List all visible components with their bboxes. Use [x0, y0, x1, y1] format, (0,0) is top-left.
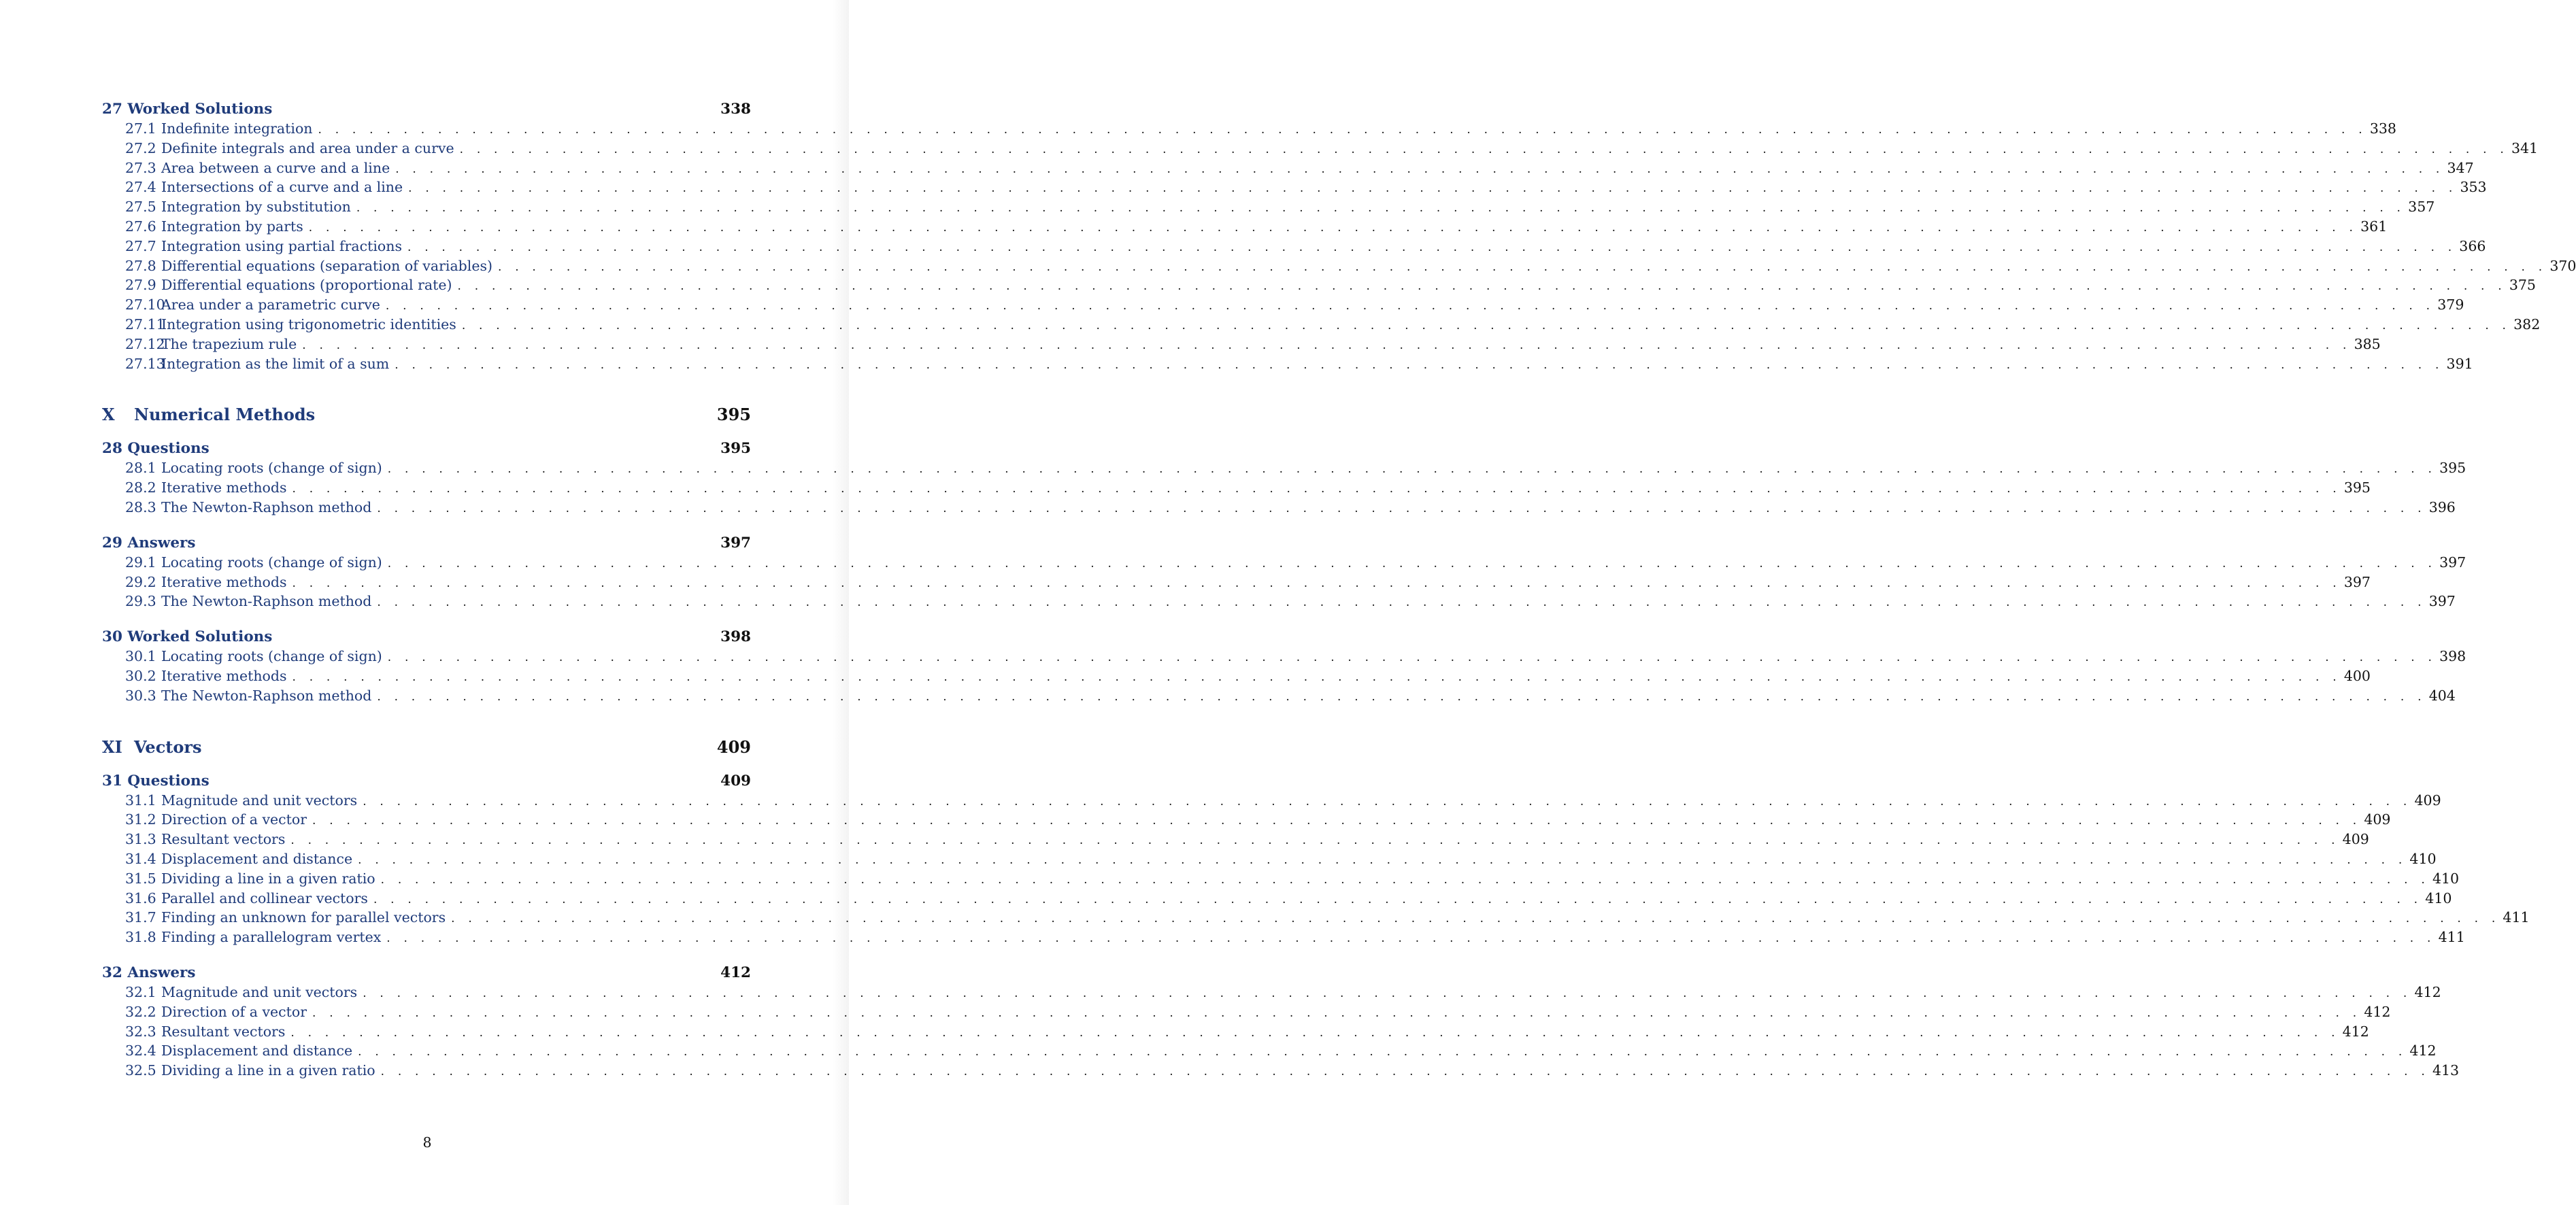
- toc-dot-leader: . . . . . . . . . . . . . . . . . . . . . . . . . . . . . . . . . . . . . . . . . . . . . . . . . . . . . . . . . . . . . . . . . . . . . . . . . . . . . . . . . . . . . . . . . . . . . . . . . . . . . . . . . . . . . . . . . . . . . . . .: [395, 162, 2445, 176]
- toc-page-number: 397: [2343, 573, 2371, 590]
- toc-section-title: Displacement and distance: [161, 1042, 353, 1059]
- toc-section-entry[interactable]: [102, 159, 2474, 180]
- toc-dot-leader: . . . . . . . . . . . . . . . . . . . . . . . . . . . . . . . . . . . . . . . . . . . . . . . . . . . . . . . . . . . . . . . . . . . . . . . . . . . . . . . . . . . . . . . . . . . . . . . . . . . . . . . . . . . . . . . . . . . . . . . .: [377, 690, 2426, 704]
- toc-dot-leader: . . . . . . . . . . . . . . . . . . . . . . . . . . . . . . . . . . . . . . . . . . . . . . . . . . . . . . . . . . . . . . . . . . . . . . . . . . . . . . . . . . . . . . . . . . . . . . . . . . . . . . . . . . . . . . . . . . . . . . . .: [302, 338, 2352, 352]
- toc-page-number: 412: [2342, 1023, 2369, 1040]
- toc-section-entry[interactable]: [102, 1042, 2437, 1062]
- toc-chapter-title: 30 Worked Solutions: [102, 628, 273, 646]
- toc-section-title: The Newton-Raphson method: [161, 593, 372, 610]
- toc-section-number: 32.5: [125, 1062, 156, 1079]
- toc-section-number: 29.3: [125, 593, 156, 610]
- toc-dot-leader: . . . . . . . . . . . . . . . . . . . . . . . . . . . . . . . . . . . . . . . . . . . . . . . . . . . . . . . . . . . . . . . . . . . . . . . . . . . . . . . . . . . . . . . . . . . . . . . . . . . . . . . . . . . . . . . . . . . . . . . .: [407, 240, 2457, 254]
- toc-dot-leader: . . . . . . . . . . . . . . . . . . . . . . . . . . . . . . . . . . . . . . . . . . . . . . . . . . . . . . . . . . . . . . . . . . . . . . . . . . . . . . . . . . . . . . . . . . . . . . . . . . . . . . . . . . . . . . . . . . . . . . . .: [290, 834, 2340, 848]
- toc-part-number: XI: [102, 736, 122, 757]
- toc-section-number: 27.3: [125, 159, 156, 176]
- toc-part-entry[interactable]: [102, 737, 751, 760]
- toc-section-number: 27.13: [125, 355, 165, 372]
- toc-section-entry[interactable]: [102, 870, 2460, 890]
- toc-chapter-entry[interactable]: [102, 440, 751, 460]
- toc-page-number: 370: [2549, 257, 2576, 274]
- toc-page-number: 338: [2369, 120, 2396, 137]
- toc-page-number: 398: [2439, 648, 2466, 665]
- toc-section-title: Locating roots (change of sign): [161, 648, 382, 665]
- toc-section-entry[interactable]: [102, 850, 2437, 870]
- toc-chapter-title: 32 Answers: [102, 964, 196, 981]
- toc-section-number: 30.3: [125, 687, 156, 704]
- toc-page-number: 385: [2354, 335, 2381, 352]
- toc-dot-leader: . . . . . . . . . . . . . . . . . . . . . . . . . . . . . . . . . . . . . . . . . . . . . . . . . . . . . . . . . . . . . . . . . . . . . . . . . . . . . . . . . . . . . . . . . . . . . . . . . . . . . . . . . . . . . . . . . . . . . . . .: [312, 814, 2362, 828]
- toc-page-number: 409: [2342, 831, 2369, 848]
- toc-section-number: 29.2: [125, 573, 156, 590]
- toc-page-number: 412: [2364, 1003, 2391, 1020]
- toc-page-number: 400: [2343, 667, 2371, 684]
- toc-page-number: 412: [2414, 983, 2441, 1000]
- toc-section-title: Differential equations (proportional rate): [161, 277, 452, 294]
- toc-page-number: 411: [2503, 909, 2530, 926]
- toc-page-number: 397: [2439, 554, 2466, 571]
- toc-page-number: 395: [2439, 460, 2466, 477]
- table-of-contents: [102, 101, 2576, 1082]
- toc-section-entry[interactable]: [102, 1062, 2460, 1082]
- toc-dot-leader: . . . . . . . . . . . . . . . . . . . . . . . . . . . . . . . . . . . . . . . . . . . . . . . . . . . . . . . . . . . . . . . . . . . . . . . . . . . . . . . . . . . . . . . . . . . . . . . . . . . . . . . . . . . . . . . . . . . . . . . .: [312, 1006, 2362, 1020]
- toc-page-number: 397: [2428, 593, 2456, 610]
- toc-chapter-title: 28 Questions: [102, 440, 210, 458]
- toc-page-number: 409: [716, 736, 751, 757]
- toc-page-number: 410: [2409, 850, 2437, 867]
- toc-spacer: [102, 613, 751, 628]
- toc-page-number: 395: [720, 440, 751, 458]
- toc-dot-leader: . . . . . . . . . . . . . . . . . . . . . . . . . . . . . . . . . . . . . . . . . . . . . . . . . . . . . . . . . . . . . . . . . . . . . . . . . . . . . . . . . . . . . . . . . . . . . . . . . . . . . . . . . . . . . . . . . . . . . . . .: [387, 462, 2437, 477]
- toc-section-entry[interactable]: [102, 983, 2441, 1004]
- toc-section-title: Finding an unknown for parallel vectors: [161, 909, 446, 926]
- toc-section-entry[interactable]: [102, 648, 2466, 668]
- toc-dot-leader: . . . . . . . . . . . . . . . . . . . . . . . . . . . . . . . . . . . . . . . . . . . . . . . . . . . . . . . . . . . . . . . . . . . . . . . . . . . . . . . . . . . . . . . . . . . . . . . . . . . . . . . . . . . . . . . . . . . . . . . .: [363, 986, 2412, 1000]
- toc-section-entry[interactable]: [102, 831, 2369, 851]
- toc-section-entry[interactable]: [102, 139, 2539, 160]
- toc-section-number: 32.3: [125, 1023, 156, 1040]
- toc-page-number: 413: [2432, 1062, 2460, 1079]
- toc-dot-leader: . . . . . . . . . . . . . . . . . . . . . . . . . . . . . . . . . . . . . . . . . . . . . . . . . . . . . . . . . . . . . . . . . . . . . . . . . . . . . . . . . . . . . . . . . . . . . . . . . . . . . . . . . . . . . . . . . . . . . . . .: [408, 182, 2458, 196]
- toc-dot-leader: . . . . . . . . . . . . . . . . . . . . . . . . . . . . . . . . . . . . . . . . . . . . . . . . . . . . . . . . . . . . . . . . . . . . . . . . . . . . . . . . . . . . . . . . . . . . . . . . . . . . . . . . . . . . . . . . . . . . . . . .: [358, 853, 2407, 867]
- toc-page-number: 409: [2364, 811, 2391, 828]
- toc-section-number: 31.5: [125, 870, 156, 887]
- toc-section-number: 32.4: [125, 1042, 156, 1059]
- toc-section-number: 27.2: [125, 139, 156, 156]
- toc-section-title: Integration as the limit of a sum: [161, 355, 390, 372]
- toc-page-number: 409: [2414, 792, 2441, 809]
- toc-section-title: Integration by substitution: [161, 199, 351, 216]
- toc-page-number: 397: [720, 534, 751, 551]
- toc-section-title: Iterative methods: [161, 479, 287, 496]
- toc-section-number: 27.4: [125, 179, 156, 196]
- toc-section-title: Differential equations (separation of variables): [161, 257, 492, 274]
- toc-page-number: 395: [2343, 479, 2371, 496]
- toc-page-number: 410: [2432, 870, 2460, 887]
- toc-spacer: [102, 949, 751, 964]
- toc-section-entry[interactable]: [102, 929, 2465, 949]
- toc-section-entry[interactable]: [102, 199, 2435, 218]
- toc-dot-leader: . . . . . . . . . . . . . . . . . . . . . . . . . . . . . . . . . . . . . . . . . . . . . . . . . . . . . . . . . . . . . . . . . . . . . . . . . . . . . . . . . . . . . . . . . . . . . . . . . . . . . . . . . . . . . . . . . . . . . . . .: [377, 596, 2426, 610]
- toc-page-number: 404: [2428, 687, 2456, 704]
- toc-section-entry[interactable]: [102, 1023, 2369, 1043]
- toc-section-entry[interactable]: [102, 120, 2396, 140]
- toc-dot-leader: . . . . . . . . . . . . . . . . . . . . . . . . . . . . . . . . . . . . . . . . . . . . . . . . . . . . . . . . . . . . . . . . . . . . . . . . . . . . . . . . . . . . . . . . . . . . . . . . . . . . . . . . . . . . . . . . . . . . . . . .: [377, 501, 2426, 515]
- toc-dot-leader: . . . . . . . . . . . . . . . . . . . . . . . . . . . . . . . . . . . . . . . . . . . . . . . . . . . . . . . . . . . . . . . . . . . . . . . . . . . . . . . . . . . . . . . . . . . . . . . . . . . . . . . . . . . . . . . . . . . . . . . .: [358, 1045, 2407, 1059]
- toc-section-title: Parallel and collinear vectors: [161, 889, 368, 906]
- toc-dot-leader: . . . . . . . . . . . . . . . . . . . . . . . . . . . . . . . . . . . . . . . . . . . . . . . . . . . . . . . . . . . . . . . . . . . . . . . . . . . . . . . . . . . . . . . . . . . . . . . . . . . . . . . . . . . . . . . . . . . . . . . .: [363, 794, 2412, 809]
- toc-section-entry[interactable]: [102, 811, 2391, 831]
- toc-dot-leader: . . . . . . . . . . . . . . . . . . . . . . . . . . . . . . . . . . . . . . . . . . . . . . . . . . . . . . . . . . . . . . . . . . . . . . . . . . . . . . . . . . . . . . . . . . . . . . . . . . . . . . . . . . . . . . . . . . . . . . . .: [308, 220, 2358, 235]
- toc-dot-leader: . . . . . . . . . . . . . . . . . . . . . . . . . . . . . . . . . . . . . . . . . . . . . . . . . . . . . . . . . . . . . . . . . . . . . . . . . . . . . . . . . . . . . . . . . . . . . . . . . . . . . . . . . . . . . . . . . . . . . . . .: [386, 932, 2436, 946]
- toc-page-number: 412: [720, 964, 751, 981]
- toc-section-entry[interactable]: [102, 218, 2388, 238]
- toc-dot-leader: . . . . . . . . . . . . . . . . . . . . . . . . . . . . . . . . . . . . . . . . . . . . . . . . . . . . . . . . . . . . . . . . . . . . . . . . . . . . . . . . . . . . . . . . . . . . . . . . . . . . . . . . . . . . . . . . . . . . . . . .: [373, 892, 2423, 906]
- toc-dot-leader: . . . . . . . . . . . . . . . . . . . . . . . . . . . . . . . . . . . . . . . . . . . . . . . . . . . . . . . . . . . . . . . . . . . . . . . . . . . . . . . . . . . . . . . . . . . . . . . . . . . . . . . . . . . . . . . . . . . . . . . .: [380, 872, 2430, 887]
- toc-page-number: 395: [716, 405, 751, 425]
- toc-section-number: 27.9: [125, 277, 156, 294]
- toc-section-title: Magnitude and unit vectors: [161, 792, 358, 809]
- toc-section-title: Area under a parametric curve: [161, 296, 380, 313]
- page-number: 8: [422, 1134, 432, 1151]
- toc-chapter-title: 27 Worked Solutions: [102, 101, 273, 118]
- toc-section-number: 31.6: [125, 889, 156, 906]
- toc-section-number: 31.3: [125, 831, 156, 848]
- toc-page-number: 412: [2409, 1042, 2437, 1059]
- toc-section-title: Dividing a line in a given ratio: [161, 1062, 375, 1079]
- toc-section-entry[interactable]: [102, 554, 2466, 574]
- toc-page-number: 382: [2513, 316, 2541, 333]
- toc-section-title: Dividing a line in a given ratio: [161, 870, 375, 887]
- toc-section-title: Definite integrals and area under a curve: [161, 139, 454, 156]
- toc-section-entry[interactable]: [102, 296, 2464, 316]
- toc-section-number: 28.1: [125, 460, 156, 477]
- toc-dot-leader: . . . . . . . . . . . . . . . . . . . . . . . . . . . . . . . . . . . . . . . . . . . . . . . . . . . . . . . . . . . . . . . . . . . . . . . . . . . . . . . . . . . . . . . . . . . . . . . . . . . . . . . . . . . . . . . . . . . . . . . .: [395, 358, 2444, 372]
- toc-dot-leader: . . . . . . . . . . . . . . . . . . . . . . . . . . . . . . . . . . . . . . . . . . . . . . . . . . . . . . . . . . . . . . . . . . . . . . . . . . . . . . . . . . . . . . . . . . . . . . . . . . . . . . . . . . . . . . . . . . . . . . . .: [356, 201, 2406, 216]
- toc-section-entry[interactable]: [102, 573, 2371, 594]
- toc-section-number: 29.1: [125, 554, 156, 571]
- toc-section-number: 27.5: [125, 199, 156, 216]
- toc-page-number: 391: [2446, 355, 2473, 372]
- toc-section-number: 30.1: [125, 648, 156, 665]
- toc-section-number: 31.4: [125, 850, 156, 867]
- toc-chapter-entry[interactable]: [102, 964, 751, 984]
- toc-dot-leader: . . . . . . . . . . . . . . . . . . . . . . . . . . . . . . . . . . . . . . . . . . . . . . . . . . . . . . . . . . . . . . . . . . . . . . . . . . . . . . . . . . . . . . . . . . . . . . . . . . . . . . . . . . . . . . . . . . . . . . . .: [292, 576, 2341, 590]
- toc-page-number: 411: [2438, 929, 2465, 946]
- toc-dot-leader: . . . . . . . . . . . . . . . . . . . . . . . . . . . . . . . . . . . . . . . . . . . . . . . . . . . . . . . . . . . . . . . . . . . . . . . . . . . . . . . . . . . . . . . . . . . . . . . . . . . . . . . . . . . . . . . . . . . . . . . .: [292, 670, 2341, 684]
- toc-section-title: Resultant vectors: [161, 1023, 286, 1040]
- toc-section-entry[interactable]: [102, 277, 2536, 296]
- toc-section-entry[interactable]: [102, 593, 2456, 613]
- toc-dot-leader: . . . . . . . . . . . . . . . . . . . . . . . . . . . . . . . . . . . . . . . . . . . . . . . . . . . . . . . . . . . . . . . . . . . . . . . . . . . . . . . . . . . . . . . . . . . . . . . . . . . . . . . . . . . . . . . . . . . . . . . .: [461, 318, 2511, 333]
- toc-section-title: The Newton-Raphson method: [161, 687, 372, 704]
- toc-section-number: 27.6: [125, 218, 156, 235]
- toc-section-title: Area between a curve and a line: [161, 159, 390, 176]
- toc-page-number: 379: [2437, 296, 2464, 313]
- toc-section-entry[interactable]: [102, 498, 2456, 519]
- toc-chapter-title: 29 Answers: [102, 534, 196, 551]
- toc-section-number: 32.2: [125, 1003, 156, 1020]
- toc-section-number: 30.2: [125, 667, 156, 684]
- toc-section-title: Magnitude and unit vectors: [161, 983, 358, 1000]
- toc-chapter-entry[interactable]: [102, 534, 751, 554]
- toc-section-number: 31.1: [125, 792, 156, 809]
- toc-dot-leader: . . . . . . . . . . . . . . . . . . . . . . . . . . . . . . . . . . . . . . . . . . . . . . . . . . . . . . . . . . . . . . . . . . . . . . . . . . . . . . . . . . . . . . . . . . . . . . . . . . . . . . . . . . . . . . . . . . . . . . . .: [380, 1065, 2430, 1079]
- toc-section-title: Intersections of a curve and a line: [161, 179, 403, 196]
- toc-section-title: Integration using trigonometric identities: [161, 316, 456, 333]
- toc-section-title: Displacement and distance: [161, 850, 353, 867]
- toc-section-number: 32.1: [125, 983, 156, 1000]
- toc-page-number: 353: [2460, 179, 2487, 196]
- toc-part-entry[interactable]: [102, 405, 751, 428]
- toc-section-title: Finding a parallelogram vertex: [161, 929, 382, 946]
- toc-dot-leader: . . . . . . . . . . . . . . . . . . . . . . . . . . . . . . . . . . . . . . . . . . . . . . . . . . . . . . . . . . . . . . . . . . . . . . . . . . . . . . . . . . . . . . . . . . . . . . . . . . . . . . . . . . . . . . . . . . . . . . . .: [457, 279, 2507, 294]
- toc-dot-leader: . . . . . . . . . . . . . . . . . . . . . . . . . . . . . . . . . . . . . . . . . . . . . . . . . . . . . . . . . . . . . . . . . . . . . . . . . . . . . . . . . . . . . . . . . . . . . . . . . . . . . . . . . . . . . . . . . . . . . . . .: [451, 912, 2500, 926]
- toc-section-entry[interactable]: [102, 237, 2486, 258]
- toc-section-entry[interactable]: [102, 687, 2456, 707]
- toc-section-number: 28.3: [125, 498, 156, 515]
- toc-section-title: Direction of a vector: [161, 1003, 307, 1020]
- toc-section-title: Direction of a vector: [161, 811, 307, 828]
- toc-dot-leader: . . . . . . . . . . . . . . . . . . . . . . . . . . . . . . . . . . . . . . . . . . . . . . . . . . . . . . . . . . . . . . . . . . . . . . . . . . . . . . . . . . . . . . . . . . . . . . . . . . . . . . . . . . . . . . . . . . . . . . . .: [290, 1025, 2340, 1040]
- toc-section-title: Iterative methods: [161, 667, 287, 684]
- toc-section-entry[interactable]: [102, 257, 2576, 277]
- toc-part-title: Vectors: [134, 736, 202, 757]
- toc-chapter-entry[interactable]: [102, 101, 751, 120]
- toc-page-number: 341: [2511, 139, 2539, 156]
- toc-section-entry[interactable]: [102, 1003, 2391, 1023]
- toc-dot-leader: . . . . . . . . . . . . . . . . . . . . . . . . . . . . . . . . . . . . . . . . . . . . . . . . . . . . . . . . . . . . . . . . . . . . . . . . . . . . . . . . . . . . . . . . . . . . . . . . . . . . . . . . . . . . . . . . . . . . . . . .: [498, 260, 2547, 274]
- toc-dot-leader: . . . . . . . . . . . . . . . . . . . . . . . . . . . . . . . . . . . . . . . . . . . . . . . . . . . . . . . . . . . . . . . . . . . . . . . . . . . . . . . . . . . . . . . . . . . . . . . . . . . . . . . . . . . . . . . . . . . . . . . .: [385, 299, 2435, 313]
- toc-section-entry[interactable]: [102, 355, 2473, 375]
- toc-dot-leader: . . . . . . . . . . . . . . . . . . . . . . . . . . . . . . . . . . . . . . . . . . . . . . . . . . . . . . . . . . . . . . . . . . . . . . . . . . . . . . . . . . . . . . . . . . . . . . . . . . . . . . . . . . . . . . . . . . . . . . . .: [459, 142, 2509, 156]
- toc-section-number: 27.8: [125, 257, 156, 274]
- toc-section-title: Indefinite integration: [161, 120, 313, 137]
- toc-dot-leader: . . . . . . . . . . . . . . . . . . . . . . . . . . . . . . . . . . . . . . . . . . . . . . . . . . . . . . . . . . . . . . . . . . . . . . . . . . . . . . . . . . . . . . . . . . . . . . . . . . . . . . . . . . . . . . . . . . . . . . . .: [318, 123, 2367, 137]
- toc-section-entry[interactable]: [102, 460, 2466, 479]
- toc-section-number: 27.7: [125, 237, 156, 254]
- toc-section-title: Integration using partial fractions: [161, 237, 402, 254]
- toc-section-title: Integration by parts: [161, 218, 303, 235]
- toc-page-number: 347: [2447, 159, 2474, 176]
- toc-spacer: [102, 519, 751, 534]
- toc-section-title: The trapezium rule: [161, 335, 297, 352]
- toc-part-title: Numerical Methods: [134, 405, 316, 425]
- toc-dot-leader: . . . . . . . . . . . . . . . . . . . . . . . . . . . . . . . . . . . . . . . . . . . . . . . . . . . . . . . . . . . . . . . . . . . . . . . . . . . . . . . . . . . . . . . . . . . . . . . . . . . . . . . . . . . . . . . . . . . . . . . .: [292, 482, 2341, 496]
- toc-page-number: 396: [2428, 498, 2456, 515]
- toc-chapter-entry[interactable]: [102, 628, 751, 648]
- toc-section-entry[interactable]: [102, 316, 2541, 336]
- toc-section-title: The Newton-Raphson method: [161, 498, 372, 515]
- toc-page-number: 409: [720, 772, 751, 790]
- toc-section-title: Locating roots (change of sign): [161, 554, 382, 571]
- toc-page-number: 366: [2459, 237, 2486, 254]
- toc-page-number: 361: [2360, 218, 2388, 235]
- toc-section-title: Resultant vectors: [161, 831, 286, 848]
- toc-chapter-entry[interactable]: [102, 773, 751, 792]
- toc-section-title: Locating roots (change of sign): [161, 460, 382, 477]
- toc-section-number: 31.7: [125, 909, 156, 926]
- toc-page-number: 357: [2408, 199, 2435, 216]
- toc-section-number: 27.10: [125, 296, 165, 313]
- toc-section-number: 31.2: [125, 811, 156, 828]
- toc-dot-leader: . . . . . . . . . . . . . . . . . . . . . . . . . . . . . . . . . . . . . . . . . . . . . . . . . . . . . . . . . . . . . . . . . . . . . . . . . . . . . . . . . . . . . . . . . . . . . . . . . . . . . . . . . . . . . . . . . . . . . . . .: [387, 651, 2437, 665]
- toc-section-number: 27.11: [125, 316, 165, 333]
- toc-dot-leader: . . . . . . . . . . . . . . . . . . . . . . . . . . . . . . . . . . . . . . . . . . . . . . . . . . . . . . . . . . . . . . . . . . . . . . . . . . . . . . . . . . . . . . . . . . . . . . . . . . . . . . . . . . . . . . . . . . . . . . . .: [387, 556, 2437, 571]
- toc-section-entry[interactable]: [102, 889, 2452, 910]
- toc-section-entry[interactable]: [102, 179, 2487, 199]
- toc-section-number: 28.2: [125, 479, 156, 496]
- toc-section-entry[interactable]: [102, 909, 2530, 929]
- toc-chapter-title: 31 Questions: [102, 772, 210, 790]
- toc-page-number: 338: [720, 101, 751, 118]
- toc-section-title: Iterative methods: [161, 573, 287, 590]
- toc-section-entry[interactable]: [102, 335, 2381, 356]
- toc-section-entry[interactable]: [102, 479, 2371, 499]
- toc-page-number: 410: [2425, 889, 2452, 906]
- toc-section-entry[interactable]: [102, 792, 2441, 812]
- toc-page-number: 375: [2509, 277, 2536, 294]
- toc-part-number: X: [102, 405, 115, 425]
- toc-section-number: 31.8: [125, 929, 156, 946]
- toc-section-entry[interactable]: [102, 667, 2371, 688]
- toc-section-number: 27.12: [125, 335, 165, 352]
- toc-page-number: 398: [720, 628, 751, 646]
- toc-section-number: 27.1: [125, 120, 156, 137]
